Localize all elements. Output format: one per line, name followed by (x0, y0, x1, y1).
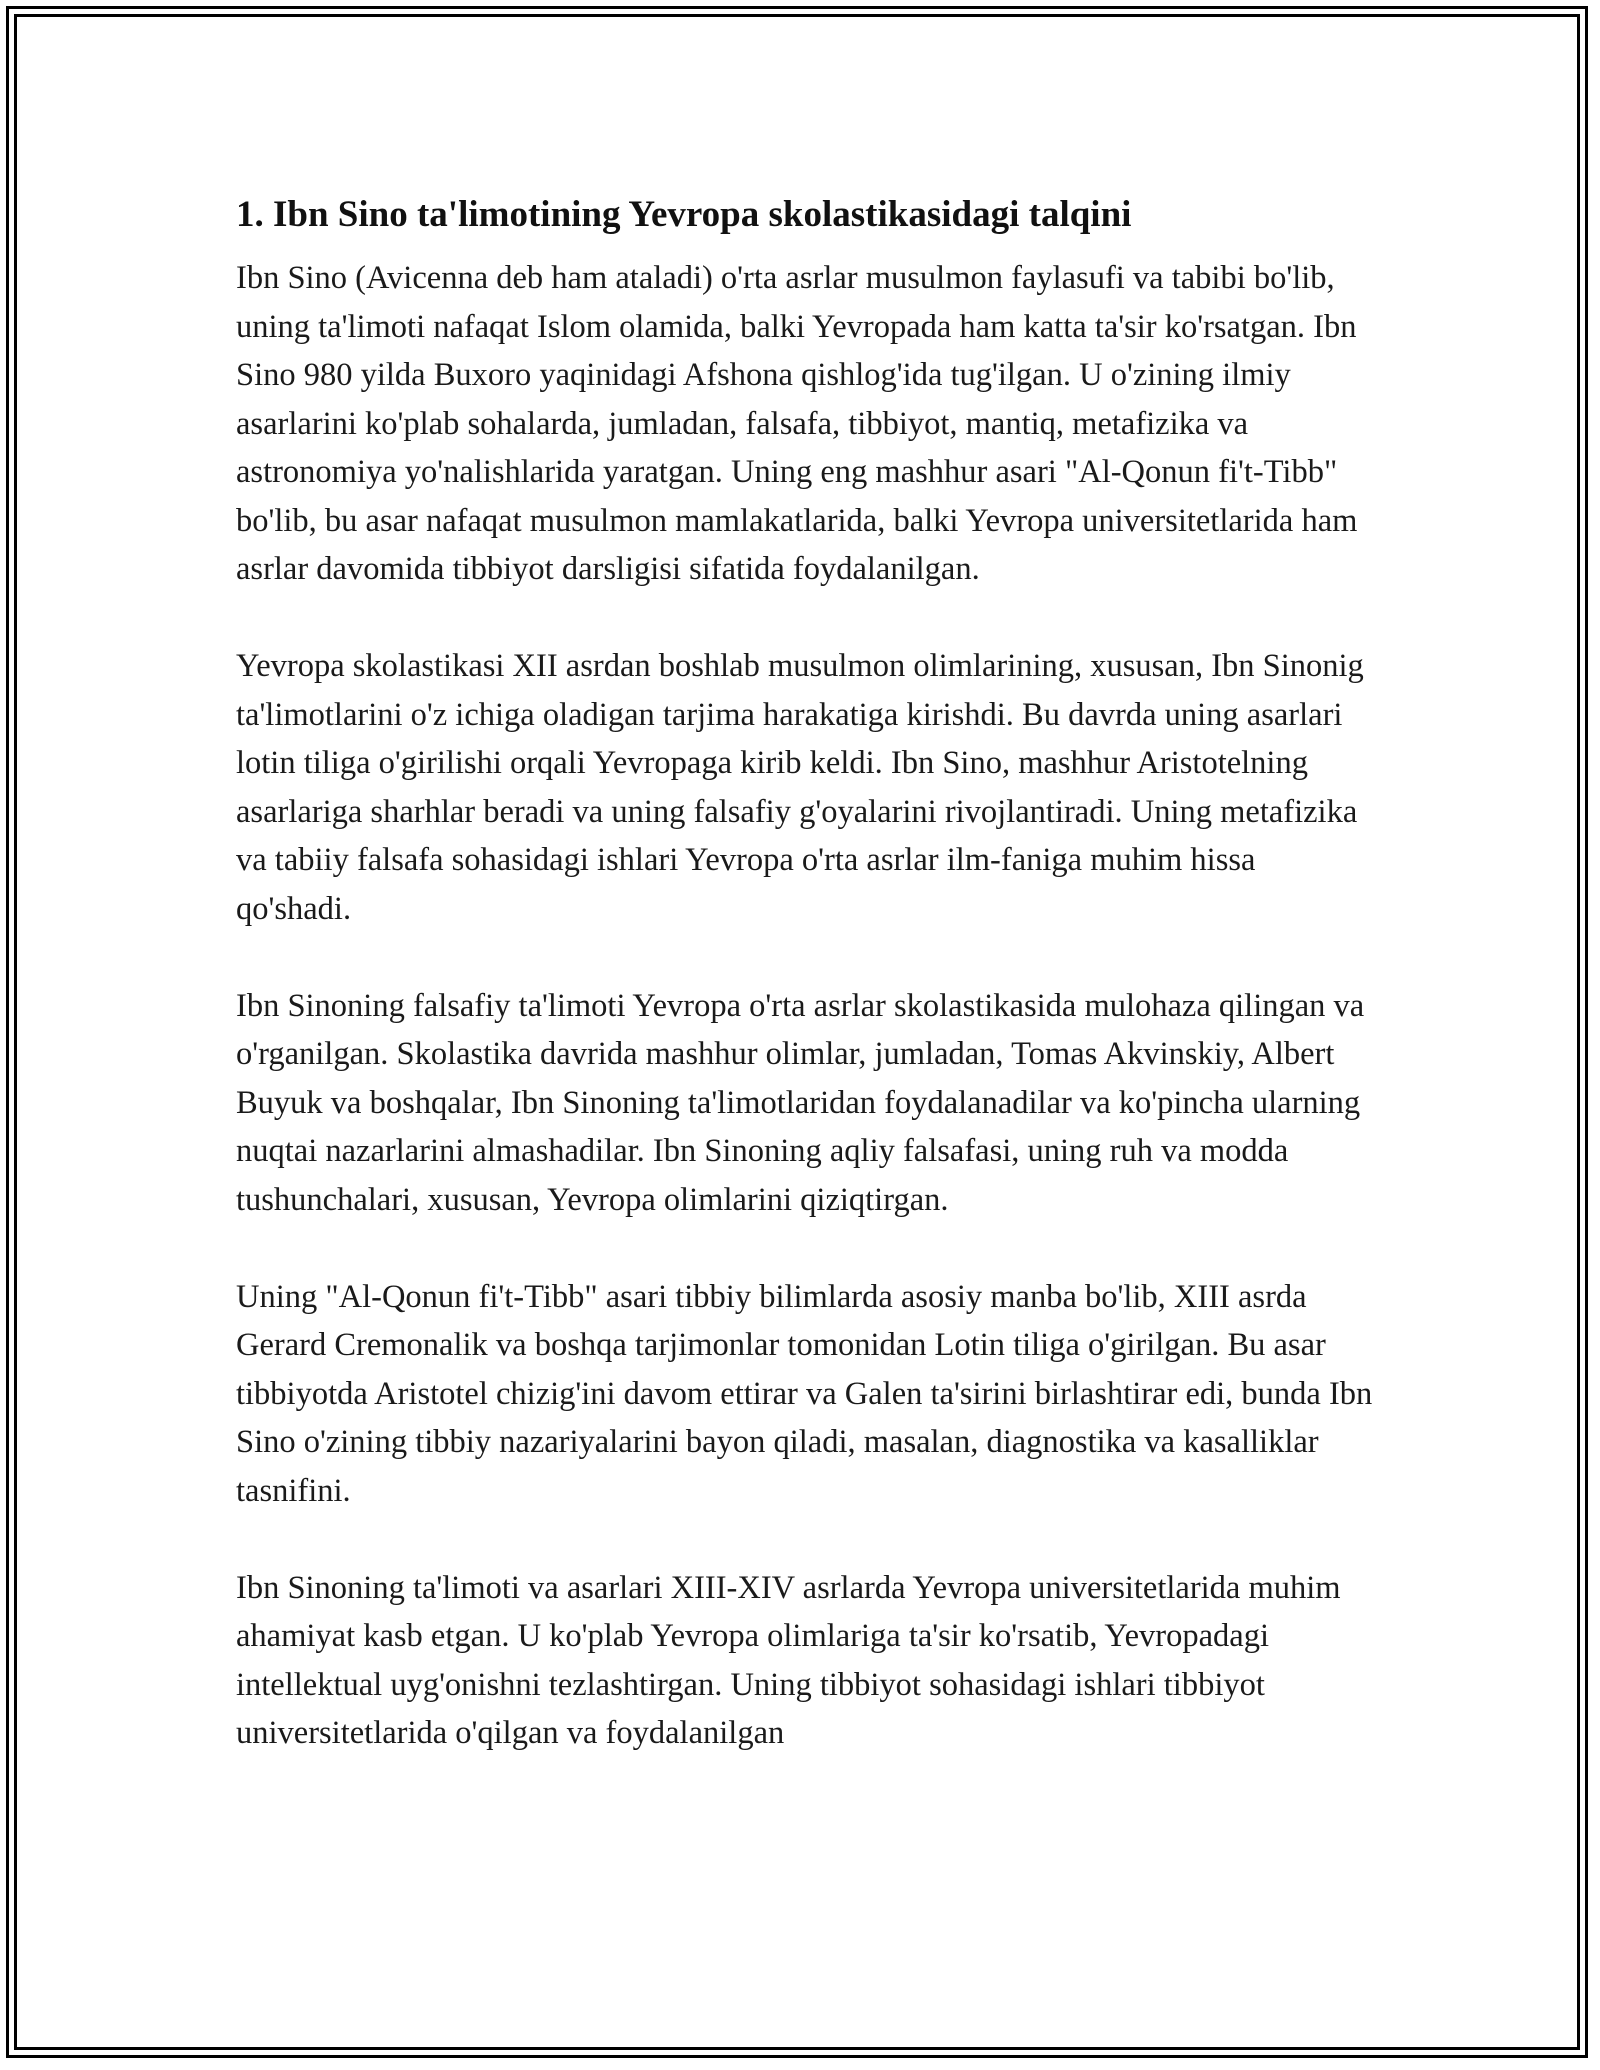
paragraph-5: Ibn Sinoning ta'limoti va asarlari XIII-XIV asrlarda Yevropa universitetlarida muhim ahamiyat kasb etgan. U ko'plab Yevropa olimlariga ta'sir ko'rsatib, Yevropadagi intellektual uyg'onishni tezlashtirgan. Uning tibbiyot sohasidagi ishlari tibbiyot universitetlarida o'qilgan va foydalanilgan (236, 1569, 1341, 1751)
document-body (236, 190, 1376, 1806)
paragraph-3: Ibn Sinoning falsafiy ta'limoti Yevropa o'rta asrlar skolastikasida mulohaza qilingan va o'rganilgan. Skolastika davrida mashhur olimlar, jumladan, Tomas Akvinskiy, Albert Buyuk va boshqalar, Ibn Sinoning ta'limotlaridan foydalanadilar va ko'pincha ularning nuqtai nazarlarini almashadilar. Ibn Sinoning aqliy falsafasi, uning ruh va modda tushunchalari, xususan, Yevropa olimlarini qiziqtirgan. (236, 987, 1365, 1218)
paragraph-1: Ibn Sino (Avicenna deb ham ataladi) o'rta asrlar musulmon faylasufi va tabibi bo'lib, uning ta'limoti nafaqat Islom olamida, balki Yevropada ham katta ta'sir ko'rsatgan. Ibn Sino 980 yilda Buxoro yaqinidagi Afshona qishlog'ida tug'ilgan. U o'zining ilmiy asarlarini ko'plab sohalarda, jumladan, falsafa, tibbiyot, mantiq, metafizika va astronomiya yo'nalishlarida yaratgan. Uning eng mashhur asari "Al-Qonun fi't-Tibb" bo'lib, bu asar nafaqat musulmon mamlakatlarida, balki Yevropa universitetlarida ham asrlar davomida tibbiyot darsligisi sifatida foydalanilgan. (236, 260, 1358, 587)
paragraph-4: Uning "Al-Qonun fi't-Tibb" asari tibbiy bilimlarda asosiy manba bo'lib, XIII asrda Gerard Cremonalik va boshqa tarjimonlar tomonidan Lotin tiliga o'girilgan. Bu asar tibbiyotda Aristotel chizig'ini davom ettirar va Galen ta'sirini birlashtirar edi, bunda Ibn Sino o'zining tibbiy nazariyalarini bayon qiladi, masalan, diagnostika va kasalliklar tasnifini. (236, 1278, 1373, 1509)
paragraph-2: Yevropa skolastikasi XII asrdan boshlab musulmon olimlarining, xususan, Ibn Sinonig ta'limotlarini o'z ichiga oladigan tarjima harakatiga kirishdi. Bu davrda uning asarlari lotin tiliga o'girilishi orqali Yevropaga kirib keldi. Ibn Sino, mashhur Aristotelning asarlariga sharhlar beradi va uning falsafiy g'oyalarini rivojlantiradi. Uning metafizika va tabiiy falsafa sohasidagi ishlari Yevropa o'rta asrlar ilm-faniga muhim hissa qo'shadi. (236, 648, 1364, 927)
section-heading: 1. Ibn Sino ta'limotining Yevropa skolastikasidagi talqini (236, 194, 1132, 235)
